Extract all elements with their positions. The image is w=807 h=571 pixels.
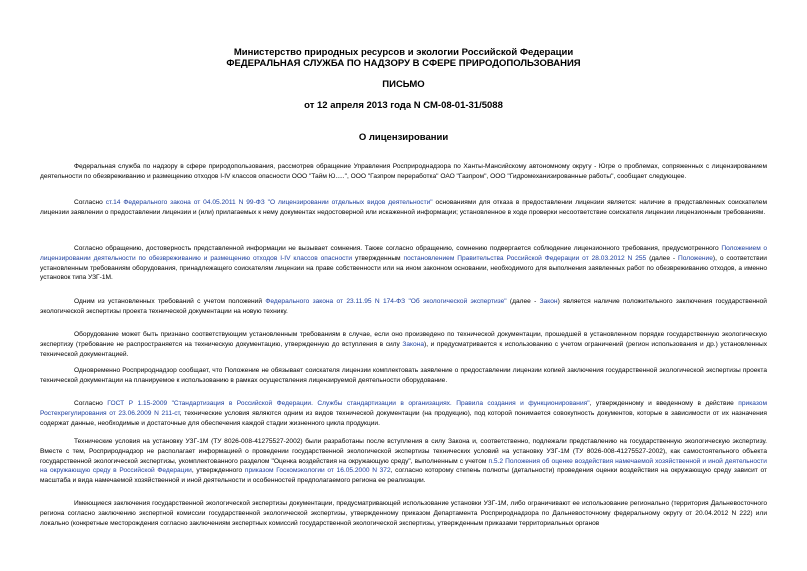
- paragraph-text: , утвержденному и введенному в действие: [589, 400, 739, 407]
- paragraph-8: [40, 437, 767, 486]
- document-link[interactable]: приказом Госкомэкологии от 16.05.2000 N 372: [244, 467, 391, 475]
- document-link[interactable]: ст.14 Федерального закона от 04.05.2011 N 99-ФЗ "О лицензировании отдельных видов деятельности": [105, 199, 433, 206]
- paragraph-7: [40, 399, 767, 428]
- paragraph-4: [40, 297, 767, 317]
- document-link[interactable]: Положением о лицензировании деятельности по обезвреживанию и размещению отходов I-IV классов опасности: [40, 245, 767, 262]
- paragraph-text: ), о соответствии установленным требованиям оборудования, принадлежащего соискателям лицензии на праве собственности или на ином законном основании, необходимого для выполнения заявленных работ по обезвреживанию отходов, а именно установок типа УЗГ-1М.: [40, 254, 767, 282]
- document-link[interactable]: п.5.2 Положения об оценке воздействия намечаемой хозяйственной и иной деятельности на окружающую среду в Российской Федерации: [40, 457, 767, 475]
- paragraph-text: Федеральная служба по надзору в сфере природопользования, рассмотрев обращение Управления Росприроднадзора по Ханты-Мансийскому автономному округу - Югре о проблемах, сопряженных с лицензированием деятельности по обезвреживанию и размещению отходов I-IV классов опасности ООО "Тайм Ю.....", ООО "Газпром переработка" ОАО "Газпром", ООО "Гидромеханизированные работы", сообщает следующее.: [40, 163, 767, 180]
- paragraph-text: Согласно: [74, 199, 106, 206]
- paragraph-text: , согласно которому степень полноты (детальности) проведения оценки воздействия на окружающую среду зависит от масштаба и вида намечаемой хозяйственной и иной деятельности и особенностей предполагаемого региона ее реализации.: [40, 467, 767, 485]
- paragraph-5: [40, 330, 767, 359]
- paragraph-text: Согласно обращению, достоверность представленной информации не вызывает сомнения. Также согласно обращению, сомнению подвергается соблюдение лицензионного требования, предусмотренного: [74, 245, 722, 252]
- paragraph-text: (далее -: [506, 298, 540, 305]
- paragraph-9: [40, 499, 767, 528]
- paragraph-text: Согласно: [74, 400, 108, 407]
- ministry-title: Министерство природных ресурсов и экологии Российской Федерации: [233, 47, 574, 58]
- service-title: ФЕДЕРАЛЬНАЯ СЛУЖБА ПО НАДЗОРУ В СФЕРЕ ПРИРОДОПОЛЬЗОВАНИЯ: [226, 58, 581, 69]
- document-link[interactable]: Положение: [678, 254, 713, 262]
- document-link[interactable]: постановлением Правительства Российской Федерации от 28.03.2012 N 255: [403, 254, 647, 262]
- paragraph-text: основаниями для отказа в предоставлении лицензии является: наличие в представленных соискателем лицензии заявлении о предоставлении лицензии и (или) прилагаемых к нему документах недостоверной или искаженной информации; установленное в ходе проверки несоответствие соискателя лицензии лицензионным требованиям.: [40, 199, 767, 216]
- paragraph-6: [40, 366, 767, 386]
- paragraph-text: Технические условия на установку УЗГ-1М (ТУ 8026-008-41275527-2002) были разработаны после вступления в силу Закона и, соответственно, подлежали представлению на государственную экологическую экспертизу. Вместе с тем, Росприроднадзор не располагает информацией о проведении государственной экологической экспертизы технических условий на установку УЗГ-1М (ТУ 8026-008-41275527-2002), как самостоятельного объекта государственной экологической экспертизы, укомплектованного разделом "Оценка воздействия на окружающую среду", выполненным с учетом: [40, 438, 767, 465]
- paragraph-text: (далее -: [646, 254, 679, 262]
- paragraph-text: ) является наличие положительного заключения государственной экологической экспертизы проекта технической документации на новую технику.: [40, 298, 767, 315]
- paragraph-text: Оборудование может быть признано соответствующим установленным требованиям в случае, если оно произведено по технической документации, прошедшей в установленном порядке государственную экологическую экспертизу (требование не распространяется на техническую документацию, утвержденную до вступления в силу: [40, 331, 767, 348]
- paragraph-text: утвержденным: [352, 254, 404, 262]
- paragraph-text: ), и предусматривается к использованию с учетом ограничений (регион использования и др.) установленных технической документацией.: [40, 340, 767, 358]
- document-subject: О лицензировании: [358, 132, 449, 143]
- paragraph-text: , технические условия являются одним из видов технической документации (на продукцию), под которой понимается совокупность документов, которые в зависимости от их назначения содержат данные, необходимые и достаточные для обеспечения каждой стадии жизненного цикла продукции.: [40, 409, 767, 427]
- document-date-number: от 12 апреля 2013 года N СМ-08-01-31/5088: [304, 100, 503, 111]
- document-type: ПИСЬМО: [382, 79, 425, 90]
- document-link[interactable]: Федерального закона от 23.11.95 N 174-ФЗ "Об экологической экспертизе": [265, 298, 507, 305]
- document-link[interactable]: Закон: [539, 298, 558, 305]
- paragraph-text: Одновременно Росприроднадзор сообщает, что Положение не обязывает соискателя лицензии комплектовать заявление о предоставлении лицензии копией заключения государственной экологической экспертизы проекта технической документации на планируемое к использованию в рамках осуществления лицензируемой деятельности оборудование.: [40, 367, 767, 384]
- document-link[interactable]: Закона: [402, 340, 424, 348]
- paragraph-text: , утвержденного: [191, 467, 245, 475]
- paragraph-2: [40, 198, 767, 218]
- paragraph-1: [40, 162, 767, 182]
- document-link[interactable]: ГОСТ Р 1.15-2009 "Стандартизация в Российской Федерации. Службы стандартизации в организациях. Правила создания и функционирования": [107, 400, 590, 407]
- paragraph-3: [40, 244, 767, 283]
- document-link[interactable]: приказом Ростехрегулирования от 23.06.2009 N 211-ст: [40, 400, 767, 417]
- paragraph-text: Одним из установленных требований с учетом положений: [74, 298, 266, 305]
- paragraph-text: Имеющиеся заключения государственной экологической экспертизы документации, предусматривающей использование установки УЗГ-1М, либо ограничивают ее использование регионально (территория Дальневосточного региона согласно заключению экспертной комиссии государственной экологической экспертизы, утвержденному приказом Департамента Росприроднадзора по Дальневосточному федеральному округу от 20.04.2012 N 222) или локально (конкретные месторождения согласно заключениям экспертных комиссий государственной экологической экспертизы, утвержденным приказами территориальных органов: [40, 500, 767, 527]
